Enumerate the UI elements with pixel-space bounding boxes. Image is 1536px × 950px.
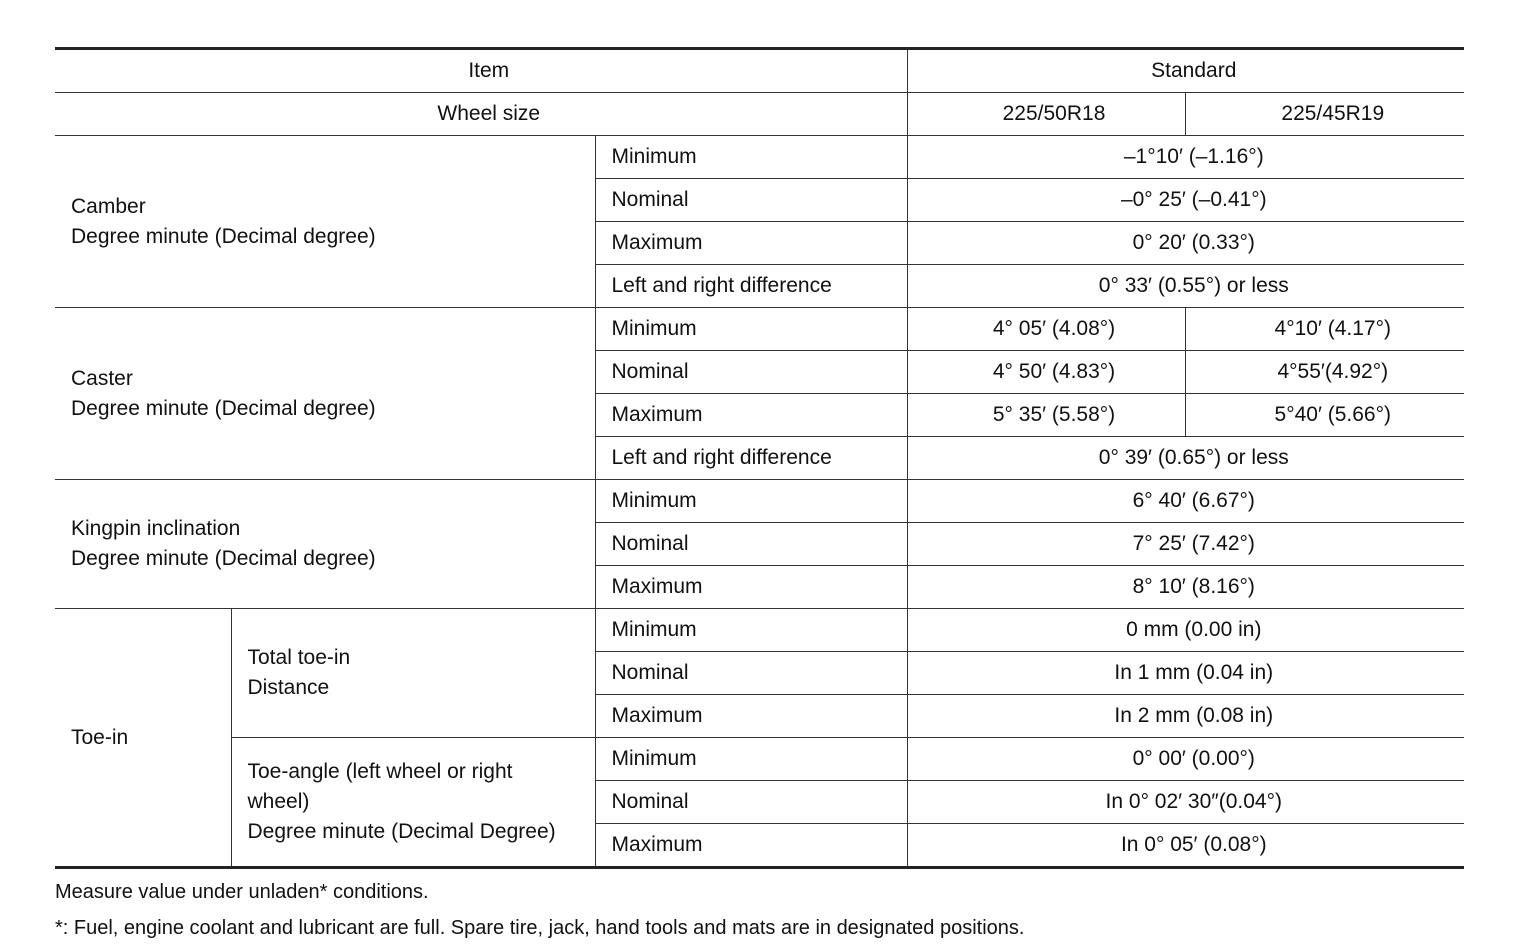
row-value: 8° 10′ (8.16°) bbox=[907, 566, 1464, 609]
row-value: 0 mm (0.00 in) bbox=[907, 609, 1464, 652]
row-value-18: 4° 05′ (4.08°) bbox=[907, 308, 1185, 351]
row-value-18: 4° 50′ (4.83°) bbox=[907, 351, 1185, 394]
total-toe-in-title: Total toe-in bbox=[247, 646, 351, 669]
camber-unit: Degree minute (Decimal degree) bbox=[71, 224, 376, 248]
toe-in-group-label: Toe-in bbox=[55, 609, 231, 868]
row-label: Maximum bbox=[595, 566, 907, 609]
row-value: 6° 40′ (6.67°) bbox=[907, 480, 1464, 523]
wheel-size-row bbox=[55, 93, 1464, 136]
row-value: In 0° 05′ (0.08°) bbox=[907, 824, 1464, 868]
header-standard: Standard bbox=[907, 49, 1464, 93]
row-label: Nominal bbox=[595, 781, 907, 824]
row-label: Maximum bbox=[595, 222, 907, 265]
row-label: Nominal bbox=[595, 652, 907, 695]
row-label: Minimum bbox=[595, 308, 907, 351]
caster-unit: Degree minute (Decimal degree) bbox=[71, 396, 376, 420]
table-row bbox=[55, 609, 1464, 652]
row-value: 0° 39′ (0.65°) or less bbox=[907, 437, 1464, 480]
row-value-19: 4°55′(4.92°) bbox=[1185, 351, 1464, 394]
table-row bbox=[55, 738, 1464, 781]
kingpin-unit: Degree minute (Decimal degree) bbox=[71, 547, 376, 570]
table-row bbox=[55, 480, 1464, 523]
total-toe-in-label bbox=[231, 609, 595, 738]
toe-angle-line-1: Toe-angle (left wheel or right bbox=[247, 760, 513, 783]
note-measure-condition: Measure value under unladen* conditions. bbox=[55, 881, 429, 903]
row-value: –0° 25′ (–0.41°) bbox=[907, 179, 1464, 222]
row-value-19: 5°40′ (5.66°) bbox=[1185, 394, 1464, 437]
caster-title: Caster bbox=[71, 366, 133, 390]
toe-angle-label bbox=[231, 738, 595, 868]
row-label: Maximum bbox=[595, 824, 907, 868]
table-row bbox=[55, 308, 1464, 351]
row-value-19: 4°10′ (4.17°) bbox=[1185, 308, 1464, 351]
header-item: Item bbox=[55, 49, 907, 93]
row-label: Left and right difference bbox=[595, 437, 907, 480]
caster-group-label bbox=[55, 308, 595, 480]
row-label: Nominal bbox=[595, 351, 907, 394]
wheel-size-18: 225/50R18 bbox=[907, 93, 1185, 136]
note-footnote: *: Fuel, engine coolant and lubricant are full. Spare tire, jack, hand tools and mats are in designated positions. bbox=[55, 917, 1025, 939]
row-label: Nominal bbox=[595, 179, 907, 222]
kingpin-title: Kingpin inclination bbox=[71, 517, 241, 540]
row-value: 7° 25′ (7.42°) bbox=[907, 523, 1464, 566]
kingpin-group-label bbox=[55, 480, 595, 609]
toe-angle-unit: Degree minute (Decimal Degree) bbox=[247, 820, 556, 843]
row-label: Maximum bbox=[595, 695, 907, 738]
table-header-row bbox=[55, 49, 1464, 93]
total-toe-in-unit: Distance bbox=[247, 676, 330, 699]
row-label: Minimum bbox=[595, 136, 907, 179]
row-value: 0° 33′ (0.55°) or less bbox=[907, 265, 1464, 308]
table-notes bbox=[55, 874, 1024, 946]
row-value: In 2 mm (0.08 in) bbox=[907, 695, 1464, 738]
row-value: In 0° 02′ 30″(0.04°) bbox=[907, 781, 1464, 824]
row-value-18: 5° 35′ (5.58°) bbox=[907, 394, 1185, 437]
wheel-size-label: Wheel size bbox=[55, 93, 907, 136]
wheel-size-19: 225/45R19 bbox=[1185, 93, 1464, 136]
row-label: Left and right difference bbox=[595, 265, 907, 308]
row-label: Nominal bbox=[595, 523, 907, 566]
row-label: Minimum bbox=[595, 480, 907, 523]
camber-title: Camber bbox=[71, 194, 146, 218]
row-value: In 1 mm (0.04 in) bbox=[907, 652, 1464, 695]
toe-angle-line-2: wheel) bbox=[247, 790, 310, 813]
row-label: Minimum bbox=[595, 738, 907, 781]
row-value: 0° 20′ (0.33°) bbox=[907, 222, 1464, 265]
row-label: Minimum bbox=[595, 609, 907, 652]
row-label: Maximum bbox=[595, 394, 907, 437]
wheel-alignment-spec-table bbox=[55, 47, 1464, 869]
table-row bbox=[55, 136, 1464, 179]
camber-group-label bbox=[55, 136, 595, 308]
row-value: –1°10′ (–1.16°) bbox=[907, 136, 1464, 179]
row-value: 0° 00′ (0.00°) bbox=[907, 738, 1464, 781]
